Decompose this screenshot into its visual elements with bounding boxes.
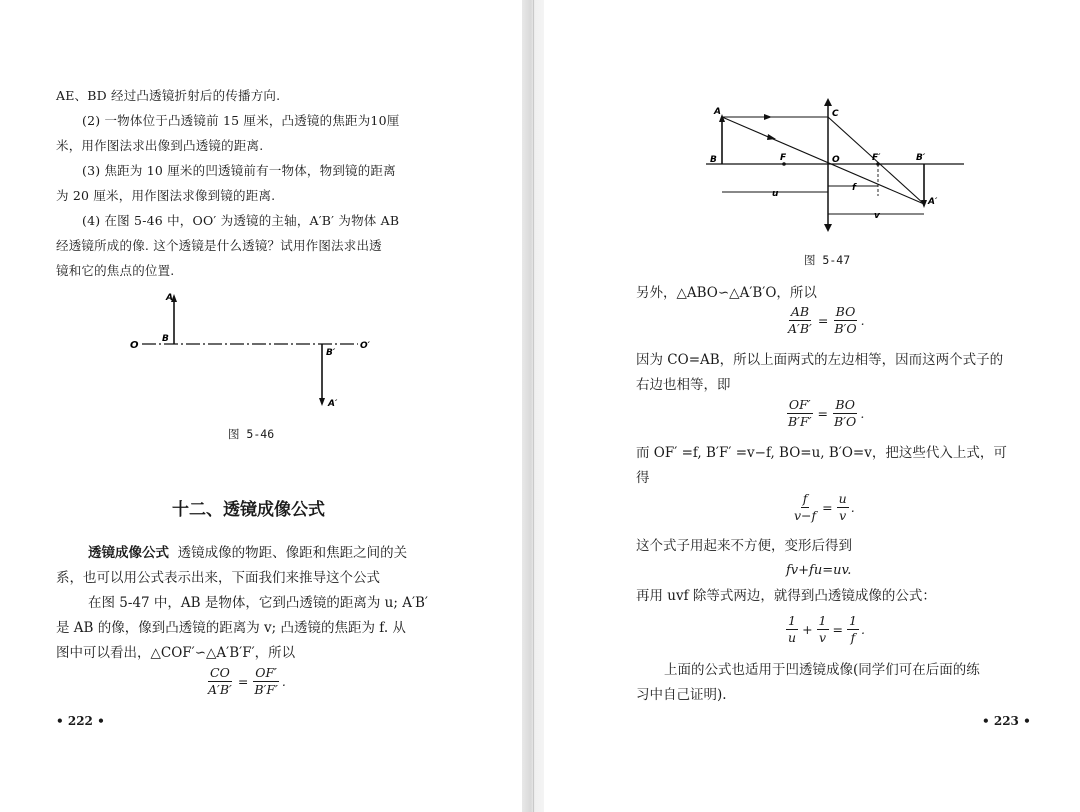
text-line: AE、BD 经过凸透镜折射后的传播方向. (56, 88, 281, 103)
label-B: B (162, 334, 169, 344)
left-page (0, 0, 522, 812)
gutter-divider (533, 0, 534, 812)
label-C: C (832, 109, 839, 119)
paragraph-line (88, 545, 407, 561)
section-heading: 十二、透镜成像公式 (172, 500, 325, 520)
paragraph-line: 系，也可以用公式表示出来，下面我们来推导这个公式 (56, 570, 380, 586)
paragraph-line: 另外，△ABO∽△A′B′O，所以 (636, 285, 817, 301)
text-line: 为 20 厘米，用作图法求像到镜的距离. (56, 188, 276, 203)
paragraph-line: 再用 uvf 除等式两边，就得到凸透镜成像的公式： (636, 588, 936, 604)
page-number: • 222 • (56, 714, 105, 728)
formula-6: 1 u + $\frac{1}{v}$ = $\frac{1}{f}$ . (788, 613, 865, 645)
label-O: O (130, 340, 139, 351)
text-line: (3) 焦距为 10 厘米的凹透镜前有一物体，物到镜的距离 (82, 163, 396, 178)
label-B-prime: B′ (916, 153, 926, 163)
label-O-prime: O′ (360, 341, 371, 351)
right-page (544, 0, 1080, 812)
text-line: (4) 在图 5-46 中，OO′ 为透镜的主轴，A′B′ 为物体 AB (82, 213, 400, 228)
label-B: B (710, 155, 717, 165)
label-A-prime: A′ (928, 197, 938, 207)
paragraph-line: 图中可以看出，△COF′∽△A′B′F′，所以 (56, 645, 296, 661)
paragraph-line: 右边也相等，即 (636, 377, 731, 393)
label-F-prime: F′ (872, 153, 881, 163)
formula-4: $\frac{f}{v-f}$ = $\frac{u}{v}$ . (794, 491, 855, 523)
label-F: F (780, 153, 787, 163)
figure-5-47 (702, 96, 972, 236)
page-number: • 223 • (982, 714, 1031, 728)
figure-caption: 图 5-47 (804, 253, 851, 267)
formula-5: fv+fu=uv. (786, 563, 852, 578)
term-lens-formula: 透镜成像公式 (88, 545, 169, 561)
paragraph-line: 这个式子用起来不方便，变形后得到 (636, 538, 852, 554)
label-A-prime: A′ (328, 399, 338, 409)
text-line: 经透镜所成的像. 这个透镜是什么透镜？试用作图法求出透 (56, 238, 382, 253)
paragraph-line: 上面的公式也适用于凹透镜成像(同学们可在后面的练 (664, 662, 980, 678)
figure-caption: 图 5-46 (228, 427, 275, 441)
paragraph-line: 而 OF′ =f, B′F′ =v−f, BO=u, B′O=v，把这些代入上式，可 (636, 445, 1007, 461)
paragraph-text: 透镜成像的物距、像距和焦距之间的关 (177, 545, 408, 561)
formula-1: $\frac{CO}{A'B'}$ = $\frac{OF'}{B'F'}$ . (208, 665, 286, 697)
label-O: O (832, 155, 840, 165)
label-u: u (772, 189, 779, 199)
text-line: 米，用作图法求出像到凸透镜的距离. (56, 138, 264, 153)
label-f: f (852, 183, 856, 193)
paragraph-line: 是 AB 的像，像到凸透镜的距离为 v; 凸透镜的焦距为 f. 从 (56, 620, 406, 636)
paragraph-line: 得 (636, 470, 650, 486)
paragraph-line: 习中自己证明). (636, 687, 727, 703)
label-B-prime: B′ (326, 348, 336, 358)
figure-5-46 (120, 288, 380, 412)
text-line: 镜和它的焦点的位置. (56, 263, 175, 278)
paragraph-line: 在图 5-47 中，AB 是物体，它到凸透镜的距离为 u; A′B′ (88, 595, 428, 611)
text-line: (2) 一物体位于凸透镜前 15 厘米，凸透镜的焦距为10厘 (82, 113, 400, 128)
label-A: A (714, 107, 721, 117)
label-v: v (874, 211, 880, 221)
formula-2: $\frac{AB}{A'B'}$ = $\frac{BO}{B'O}$ . (788, 304, 865, 336)
label-A: A (166, 293, 173, 303)
paragraph-line: 因为 CO=AB，所以上面两式的左边相等，因而这两个式子的 (636, 352, 1004, 368)
formula-3: $\frac{OF'}{B'F'}$ = $\frac{BO}{B'O}$ . (788, 397, 865, 429)
